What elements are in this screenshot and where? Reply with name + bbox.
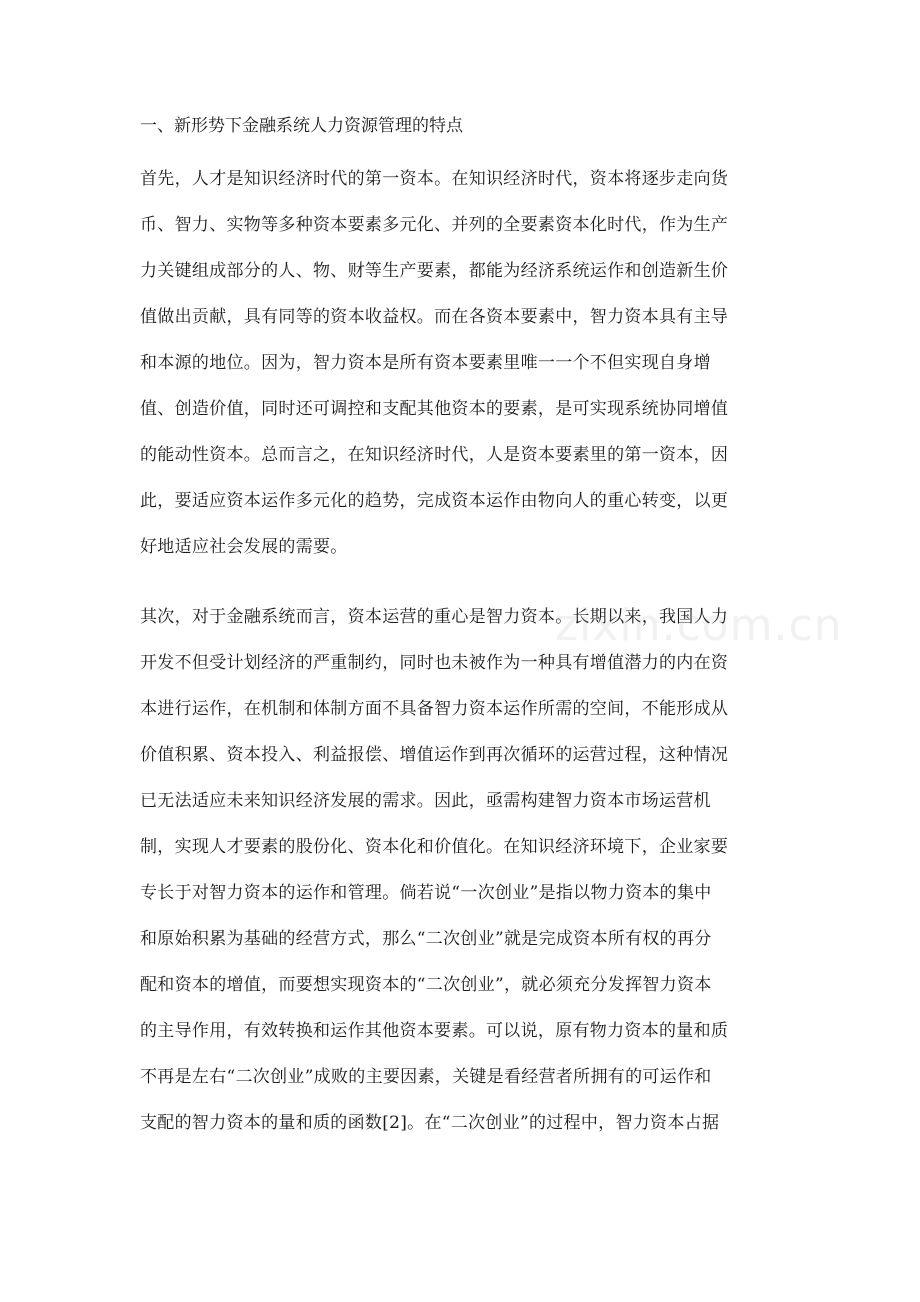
paragraph-2-line: 开发不但受计划经济的严重制约，同时也未被作为一种具有增值潜力的内在资	[140, 653, 729, 673]
section-heading: 一、新形势下金融系统人力资源管理的特点	[140, 116, 463, 136]
paragraph-2-line: 已无法适应未来知识经济发展的需求。因此，亟需构建智力资本市场运营机	[140, 791, 711, 811]
paragraph-1-line: 此，要适应资本运作多元化的趋势，完成资本运作由物向人的重心转变，以更	[140, 491, 729, 511]
paragraph-1-line: 币、智力、实物等多种资本要素多元化、并列的全要素资本化时代，作为生产	[140, 215, 729, 235]
paragraph-1-line: 和本源的地位。因为，智力资本是所有资本要素里唯一一个不但实现自身增	[140, 353, 711, 373]
paragraph-2-line: 制，实现人才要素的股份化、资本化和价值化。在知识经济环境下，企业家要	[140, 837, 729, 857]
paragraph-2-line: 的主导作用，有效转换和运作其他资本要素。可以说，原有物力资本的量和质	[140, 1021, 729, 1041]
paragraph-2-line: 价值积累、资本投入、利益报偿、增值运作到再次循环的运营过程，这种情况	[140, 745, 729, 765]
paragraph-1-line: 的能动性资本。总而言之，在知识经济时代，人是资本要素里的第一资本，因	[140, 445, 729, 465]
paragraph-1-line: 值做出贡献，具有同等的资本收益权。而在各资本要素中，智力资本具有主导	[140, 307, 729, 327]
watermark: zixin.com.cn	[555, 600, 843, 651]
paragraph-1-line: 值、创造价值，同时还可调控和支配其他资本的要素，是可实现系统协同增值	[140, 399, 729, 419]
paragraph-2-line: 其次，对于金融系统而言，资本运营的重心是智力资本。长期以来，我国人力	[140, 607, 729, 627]
paragraph-1-line: 好地适应社会发展的需要。	[140, 537, 348, 557]
paragraph-2-line: 配和资本的增值，而要想实现资本的“二次创业”，就必须充分发挥智力资本	[140, 975, 712, 995]
paragraph-1-line: 力关键组成部分的人、物、财等生产要素，都能为经济系统运作和创造新生价	[140, 261, 729, 281]
paragraph-2-line: 专长于对智力资本的运作和管理。倘若说“一次创业”是指以物力资本的集中	[140, 883, 712, 903]
paragraph-2-line: 支配的智力资本的量和质的函数[2]。在“二次创业”的过程中，智力资本占据	[140, 1113, 720, 1133]
paragraph-2-line: 和原始积累为基础的经营方式，那么“二次创业”就是完成资本所有权的再分	[140, 929, 712, 949]
paragraph-2-line: 不再是左右“二次创业”成败的主要因素，关键是看经营者所拥有的可运作和	[140, 1067, 712, 1087]
paragraph-1-line: 首先，人才是知识经济时代的第一资本。在知识经济时代，资本将逐步走向货	[140, 169, 729, 189]
paragraph-2-line: 本进行运作，在机制和体制方面不具备智力资本运作所需的空间，不能形成从	[140, 699, 729, 719]
